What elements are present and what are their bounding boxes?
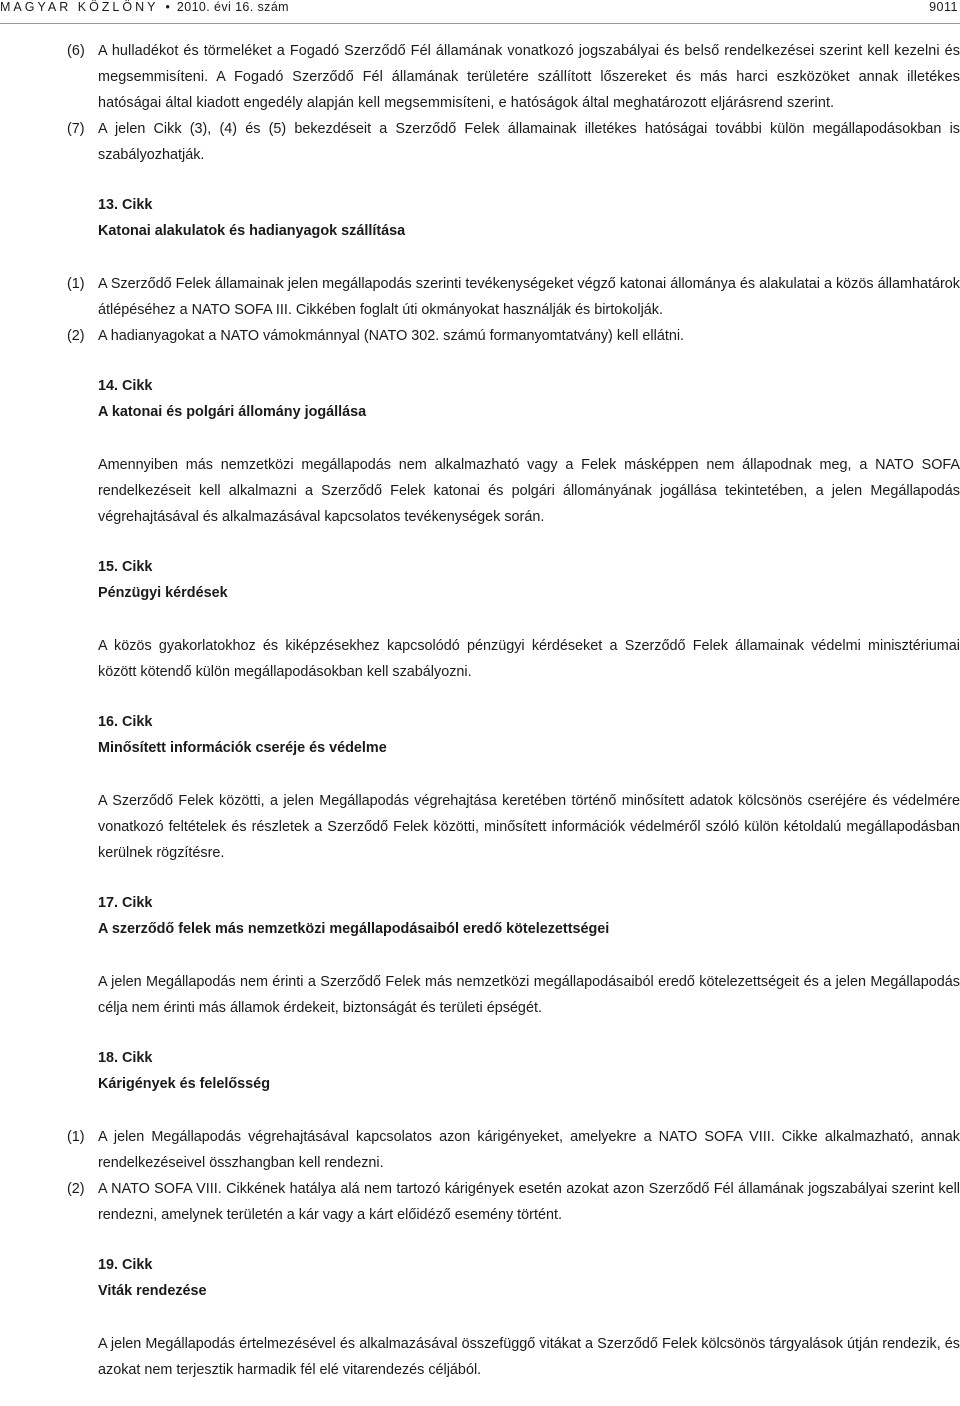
header-divider: [0, 23, 960, 24]
paragraph-number: (2): [67, 328, 85, 344]
bullet-separator: •: [165, 0, 170, 14]
paragraph-text: A NATO SOFA VIII. Cikkének hatálya alá nem tartozó kárigények esetén azokat azon Szerződő Fél államának jogszabályai szerint kell rendezni, amelynek területén a kár vagy a kárt előidéző esemény történt.: [98, 1181, 960, 1223]
section-title: A szerződő felek más nemzetközi megállapodásaiból eredő kötelezettségei: [98, 921, 610, 937]
paragraph-text: A jelen Megállapodás végrehajtásával kapcsolatos azon kárigényeket, amelyekre a NATO SOFA VIII. Cikke alkalmazható, annak rendelkezéseivel összhangban kell rendezni.: [98, 1129, 960, 1171]
section-paragraph: [0, 323, 960, 349]
section-number: 15. Cikk: [98, 559, 153, 575]
journal-title: [0, 0, 289, 14]
paragraph-number: (1): [67, 276, 85, 292]
section-paragraph: [0, 788, 960, 866]
section-title: Pénzügyi kérdések: [98, 585, 228, 601]
issue-date: 2010. évi 16. szám: [176, 0, 289, 14]
section-paragraph: [0, 1176, 960, 1228]
section-paragraph: [0, 452, 960, 530]
paragraph-number: (7): [67, 121, 85, 137]
section-title: Minősített információk cseréje és védelme: [98, 740, 387, 756]
section-title: Viták rendezése: [98, 1283, 207, 1299]
section-number: 14. Cikk: [98, 378, 153, 394]
paragraph-7: [0, 116, 960, 168]
section-title: Kárigények és felelősség: [98, 1076, 270, 1092]
section-paragraph: [0, 271, 960, 323]
paragraph-text: A jelen Megállapodás nem érinti a Szerződő Felek más nemzetközi megállapodásaiból eredő kötelezettségeit és a jelen Megállapodás célja nem érinti más államok érdekeit, biztonságát és területi épségét.: [98, 974, 960, 1016]
section-title: A katonai és polgári állomány jogállása: [98, 404, 367, 420]
page-header: [0, 0, 960, 14]
paragraph-text: A hadianyagokat a NATO vámokmánnyal (NATO 302. számú formanyomtatvány) kell ellátni.: [98, 328, 685, 344]
section-number: 13. Cikk: [98, 197, 153, 213]
section-paragraph: [0, 633, 960, 685]
section-paragraph: [0, 1331, 960, 1383]
paragraph-number: (2): [67, 1181, 85, 1197]
page-number: 9011: [929, 0, 958, 14]
section-number: 18. Cikk: [98, 1050, 153, 1066]
section-paragraph: [0, 1124, 960, 1176]
section-number: 17. Cikk: [98, 895, 153, 911]
section-number: 19. Cikk: [98, 1257, 153, 1273]
section-title: Katonai alakulatok és hadianyagok szállítása: [98, 223, 406, 239]
paragraph-text: A Szerződő Felek közötti, a jelen Megállapodás végrehajtása keretében történő minősített adatok kölcsönös cseréjére és védelmére vonatkozó feltételek és részletek a Szerződő Felek közötti, minősített információk védelméről szóló külön kétoldalú megállapodásban kerülnek rögzítésre.: [98, 793, 960, 861]
section-paragraph: [0, 969, 960, 1021]
paragraph-6: [0, 38, 960, 116]
paragraph-text: A közös gyakorlatokhoz és kiképzésekhez kapcsolódó pénzügyi kérdéseket a Szerződő Felek államainak védelmi minisztériumai között kötendő külön megállapodásokban kell szabályozni.: [98, 638, 960, 680]
section-number: 16. Cikk: [98, 714, 153, 730]
paragraph-text: A Szerződő Felek államainak jelen megállapodás szerinti tevékenységeket végző katonai állománya és alakulatai a közös államhatárok átlépéséhez a NATO SOFA III. Cikkében foglalt úti okmányokat használják és birtokolják.: [98, 276, 960, 318]
paragraph-text: A jelen Cikk (3), (4) és (5) bekezdéseit a Szerződő Felek államainak illetékes hatóságai további külön megállapodásokban is szabályozhatják.: [98, 121, 960, 163]
paragraph-text: A hulladékot és törmeléket a Fogadó Szerződő Fél államának vonatkozó jogszabályai és belső rendelkezései szerint kell kezelni és megsemmisíteni. A Fogadó Szerződő Fél államának területére szállított lőszereket és más harci eszközöket annak illetékes hatóságai által kiadott engedély alapján kell megsemmisíteni, e hatóságok által meghatározott eljárásrend szerint.: [98, 43, 960, 111]
paragraph-number: (1): [67, 1129, 85, 1145]
paragraph-text: Amennyiben más nemzetközi megállapodás nem alkalmazható vagy a Felek másképpen nem állapodnak meg, a NATO SOFA rendelkezéseit kell alkalmazni a Szerződő Felek katonai és polgári állományának jogállása tekintetében, a jelen Megállapodás végrehajtásával és alkalmazásával kapcsolatos tevékenységek során.: [98, 457, 960, 525]
paragraph-number: (6): [67, 43, 85, 59]
journal-first-letter: M: [0, 0, 14, 14]
document-body: [0, 38, 960, 1383]
journal-rest: AGYAR KÖZLÖNY: [13, 0, 159, 14]
paragraph-text: A jelen Megállapodás értelmezésével és alkalmazásával összefüggő vitákat a Szerződő Felek kölcsönös tárgyalások útján rendezik, és azokat nem terjesztik harmadik fél elé vitarendezés céljából.: [98, 1336, 960, 1378]
